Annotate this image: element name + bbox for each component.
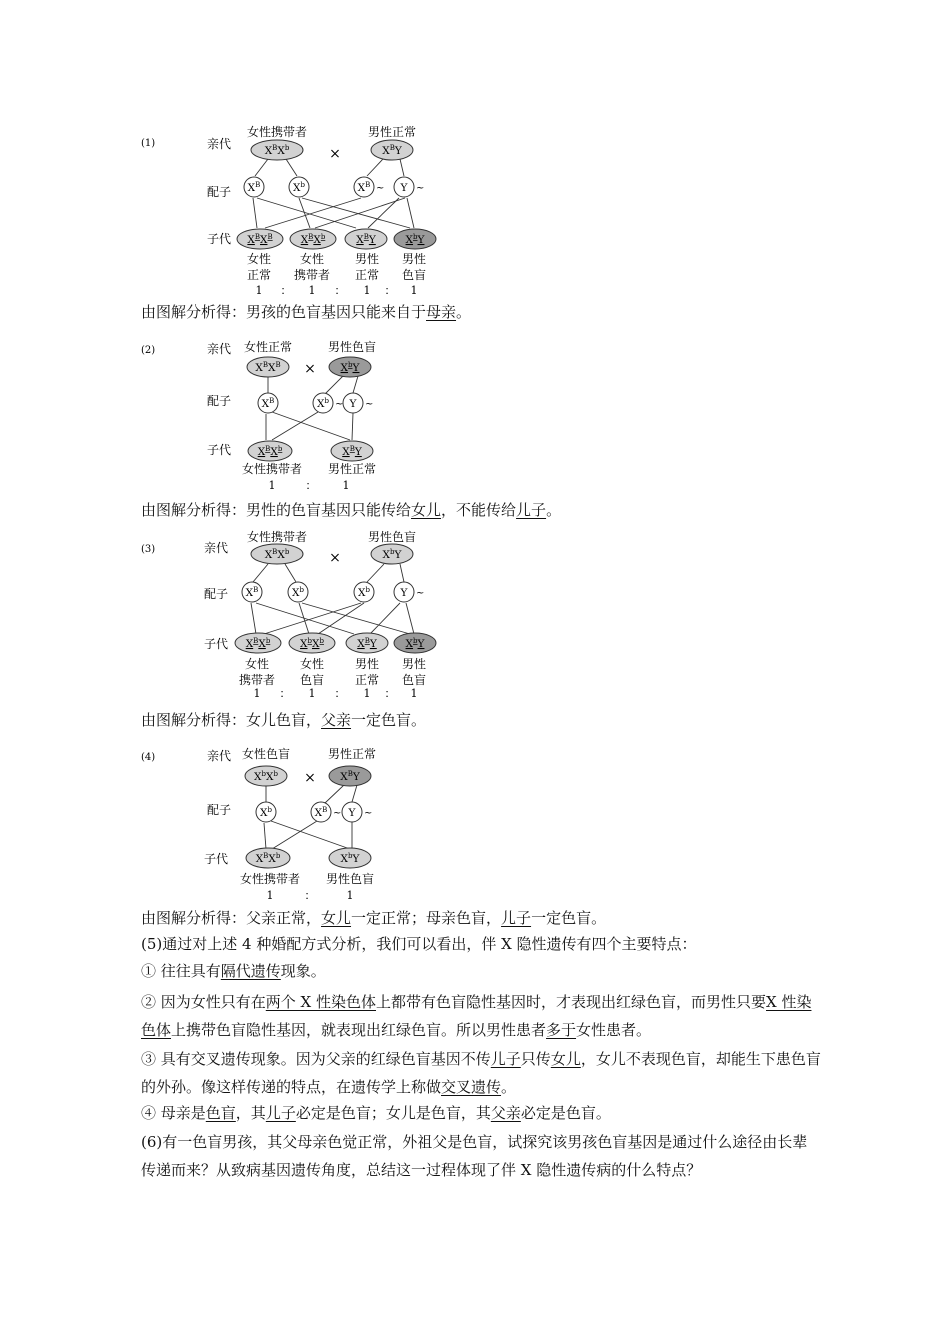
offspring-label: 女性: [299, 252, 325, 266]
row-label-parent: 亲代: [207, 342, 232, 356]
diagram-4-svg: [0, 742, 950, 905]
answer-blank: 色盲: [205, 1104, 236, 1122]
offspring-label: 男性: [401, 657, 427, 671]
mother-label: 女性携带者: [246, 125, 308, 139]
tilde: ~: [365, 399, 374, 410]
svg-text:Y: Y: [348, 807, 356, 819]
answer-blank: 儿子: [501, 909, 532, 927]
offspring-label: 男性: [354, 252, 380, 266]
tilde: ~: [416, 183, 425, 194]
svg-text:XBXB: $X^BX^B$: [247, 233, 273, 246]
father-label: 男性色盲: [367, 530, 417, 544]
offspring-label: 男性: [354, 657, 380, 671]
diagram-number: (1): [141, 138, 156, 149]
svg-text:XB: $X^B$: [314, 806, 328, 819]
answer-blank: 多于: [546, 1021, 577, 1039]
row-label-parent: 亲代: [207, 137, 232, 151]
question-6: (6)有一色盲男孩，其父母亲色觉正常，外祖父是色盲，试探究该男孩色盲基因是通过什么途径由长辈传递而来？从致病基因遗传角度，总结这一过程体现了伴 X 隐性遗传病的什么特点？: [141, 1133, 808, 1179]
answer-blank: 儿子: [516, 501, 547, 519]
analysis-2: 由图解分析得：男性的色盲基因只能传给女儿，不能传给儿子。: [141, 501, 562, 519]
pedigree-diagram-3: [0, 524, 950, 702]
offspring-label: 女性携带者: [239, 872, 301, 886]
answer-blank: 女儿: [550, 1050, 581, 1068]
diagram-number: (4): [141, 752, 156, 763]
svg-text:XBXb: $X^BX^b$: [255, 852, 281, 865]
row-label-parent: 亲代: [207, 749, 232, 763]
svg-text:Y: Y: [349, 398, 357, 410]
offspring-label: 女性: [246, 252, 272, 266]
pedigree-diagram-2: [0, 333, 950, 498]
section-5-intro: (5)通过对上述 4 种婚配方式分析，我们可以看出，伴 X 隐性遗传有四个主要特点：: [141, 935, 697, 953]
feature-2: ② 因为女性只有在两个 X 性染色体上都带有色盲隐性基因时，才表现出红绿色盲，而男性只要X 性染色体上携带色盲隐性基因，就表现出红绿色盲。所以男性患者多于女性患者。: [141, 993, 812, 1039]
row-label-offspring: 子代: [204, 637, 229, 651]
cross-symbol: ×: [329, 146, 341, 162]
ratio-value: 1: [410, 687, 418, 700]
svg-text:XbY: $X^bY$: [382, 548, 402, 561]
ratio-colon: ：: [334, 284, 346, 297]
ratio-value: 1: [410, 284, 418, 297]
ratio-colon: ：: [384, 284, 396, 297]
analysis-3: 由图解分析得：女儿色盲，父亲一定色盲。: [141, 711, 427, 729]
ratio-colon: ：: [304, 889, 316, 902]
svg-text:XbY: $X^bY$: [405, 637, 425, 650]
svg-text:XB: $X^B$: [357, 181, 371, 194]
svg-text:XBXb: $X^BX^b$: [264, 548, 290, 561]
svg-text:XbXb: $X^bX^b$: [254, 770, 278, 783]
svg-text:XBXb: $X^BX^b$: [257, 445, 283, 458]
analysis-4: 由图解分析得：父亲正常，女儿一定正常；母亲色盲，儿子一定色盲。: [141, 909, 607, 927]
svg-text:Xb: $X^b$: [293, 181, 305, 194]
tilde: ~: [333, 808, 342, 819]
offspring-label: 男性色盲: [325, 872, 375, 886]
tilde: ~: [335, 399, 344, 410]
offspring-label: 色盲: [299, 673, 325, 687]
ratio-value: 1: [268, 479, 276, 492]
svg-text:XBY: $X^BY$: [342, 445, 362, 458]
svg-text:Y: Y: [400, 182, 408, 194]
row-label-offspring: 子代: [207, 232, 232, 246]
diagram-number: (2): [141, 345, 156, 356]
svg-text:XB: $X^B$: [261, 397, 275, 410]
svg-text:Xb: $X^b$: [292, 586, 304, 599]
ratio-value: 1: [342, 479, 350, 492]
answer-blank: 父亲: [321, 711, 352, 729]
ratio-value: 1: [363, 687, 371, 700]
diagram-number: (3): [141, 544, 156, 555]
svg-text:XBXb: $X^BX^b$: [300, 233, 326, 246]
answer-blank: 两个 X 性染色体: [265, 993, 376, 1011]
svg-text:XB: $X^B$: [245, 586, 259, 599]
cross-symbol: ×: [329, 550, 341, 566]
answer-blank: 女儿: [411, 501, 442, 519]
svg-text:XBY: $X^BY$: [357, 637, 377, 650]
svg-text:XbXb: $X^bX^b$: [300, 637, 324, 650]
row-label-gamete: 配子: [207, 394, 232, 408]
svg-text:XBY: $X^BY$: [382, 144, 402, 157]
ratio-value: 1: [346, 889, 354, 902]
ratio-value: 1: [308, 284, 316, 297]
tilde: ~: [416, 588, 425, 599]
svg-text:Xb: $X^b$: [317, 397, 329, 410]
ratio-colon: ：: [279, 687, 291, 700]
ratio-value: 1: [363, 284, 371, 297]
diagram-3-svg: [0, 524, 950, 702]
ratio-colon: ：: [280, 284, 292, 297]
row-label-gamete: 配子: [204, 587, 229, 601]
offspring-label: 女性: [299, 657, 325, 671]
offspring-label: 男性: [401, 252, 427, 266]
svg-text:XBY: $X^BY$: [340, 770, 360, 783]
cross-symbol: ×: [304, 770, 316, 786]
father-label: 男性正常: [367, 125, 417, 139]
svg-text:Y: Y: [400, 587, 408, 599]
feature-3: ③ 具有交叉遗传现象。因为父亲的红绿色盲基因不传儿子只传女儿，女儿不表现色盲，却能生下患色盲的外孙。像这样传递的特点，在遗传学上称做交叉遗传。: [141, 1050, 821, 1096]
answer-blank: 女儿: [321, 909, 352, 927]
pedigree-diagram-1: [0, 118, 950, 298]
diagram-1-svg: [0, 118, 950, 298]
answer-blank: X 性染色体: [141, 993, 812, 1039]
answer-blank: 儿子: [490, 1050, 521, 1068]
svg-text:XBXb: $X^BX^b$: [264, 144, 290, 157]
tilde: ~: [364, 808, 373, 819]
father-label: 男性色盲: [327, 340, 377, 354]
ratio-value: 1: [308, 687, 316, 700]
feature-4: ④ 母亲是色盲，其儿子必定是色盲；女儿是色盲，其父亲必定是色盲。: [141, 1104, 611, 1122]
pedigree-diagram-4: [0, 742, 950, 905]
svg-text:XB: $X^B$: [247, 181, 261, 194]
cross-symbol: ×: [304, 361, 316, 377]
answer-blank: 父亲: [490, 1104, 521, 1122]
offspring-label: 正常: [354, 673, 380, 687]
ratio-colon: ：: [334, 687, 346, 700]
ratio-colon: ：: [305, 479, 317, 492]
mother-label: 女性正常: [243, 340, 293, 354]
offspring-label: 携带者: [238, 673, 276, 687]
row-label-gamete: 配子: [207, 803, 232, 817]
ratio-value: 1: [266, 889, 274, 902]
answer-blank: 母亲: [426, 303, 457, 321]
row-label-parent: 亲代: [204, 541, 229, 555]
offspring-label: 正常: [354, 268, 380, 282]
svg-text:Xb: $X^b$: [260, 806, 272, 819]
ratio-value: 1: [253, 687, 261, 700]
ratio-value: 1: [255, 284, 263, 297]
svg-text:Xb: $X^b$: [358, 586, 370, 599]
ratio-colon: ：: [384, 687, 396, 700]
analysis-1: 由图解分析得：男孩的色盲基因只能来自于母亲。: [141, 303, 472, 321]
answer-blank: 隔代遗传: [220, 962, 281, 980]
offspring-label: 男性正常: [327, 462, 377, 476]
offspring-label: 女性携带者: [241, 462, 303, 476]
svg-text:XbY: $X^bY$: [405, 233, 425, 246]
row-label-gamete: 配子: [207, 185, 232, 199]
svg-text:XBXB: $X^BX^B$: [255, 361, 281, 374]
diagram-2-svg: [0, 333, 950, 498]
offspring-label: 色盲: [401, 673, 427, 687]
svg-text:XbY: $X^bY$: [340, 852, 360, 865]
mother-label: 女性色盲: [241, 747, 291, 761]
offspring-label: 女性: [244, 657, 270, 671]
mother-label: 女性携带者: [246, 530, 308, 544]
tilde: ~: [376, 183, 385, 194]
svg-text:XBXb: $X^BX^b$: [245, 637, 271, 650]
row-label-offspring: 子代: [204, 852, 229, 866]
answer-blank: 儿子: [265, 1104, 296, 1122]
offspring-label: 色盲: [401, 268, 427, 282]
father-label: 男性正常: [327, 747, 377, 761]
offspring-label: 携带者: [293, 268, 331, 282]
feature-1: ① 往往具有隔代遗传现象。: [141, 962, 326, 980]
row-label-offspring: 子代: [207, 443, 232, 457]
offspring-label: 正常: [246, 268, 272, 282]
answer-blank: 交叉遗传: [441, 1078, 502, 1096]
svg-text:XbY: $X^bY$: [340, 361, 360, 374]
svg-text:XBY: $X^BY$: [356, 233, 376, 246]
